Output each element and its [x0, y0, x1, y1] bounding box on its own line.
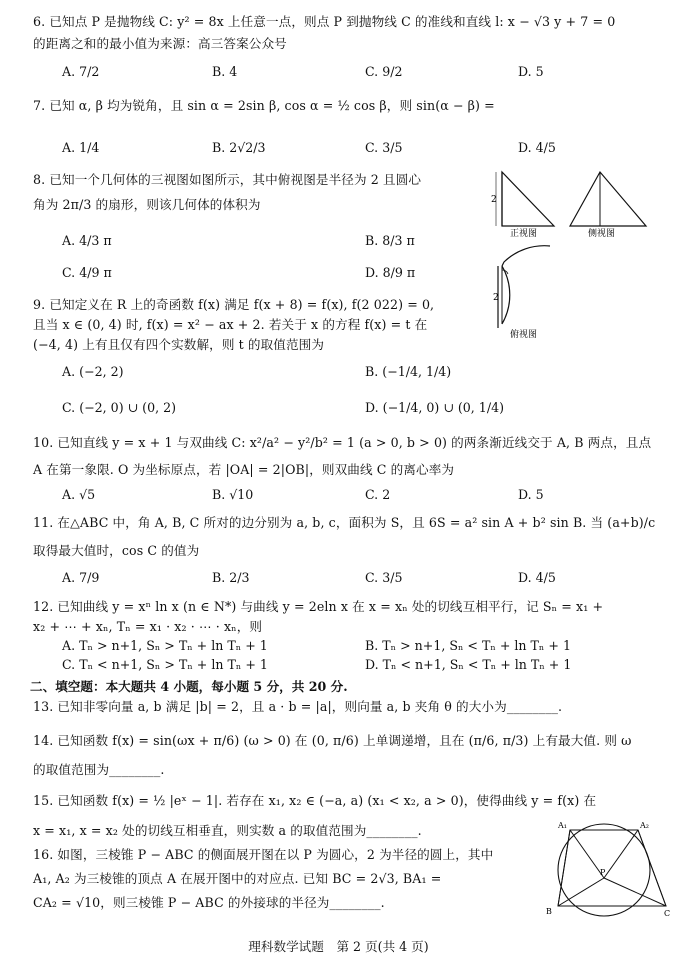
q7-option: A. 1/4 — [62, 140, 100, 155]
q12-stem: 12. 已知曲线 y = xⁿ ln x (n ∈ N*) 与曲线 y = 2eln x 在 x = xₙ 处的切线互相平行，记 Sₙ = x₁ + — [33, 599, 604, 614]
q10-stem: A 在第一象限. O 为坐标原点，若 |OA| = 2|OB|，则双曲线 C 的离心率为 — [33, 462, 455, 477]
q6-option: A. 7/2 — [62, 64, 100, 79]
q7-stem: 7. 已知 α, β 均为锐角，且 sin α = 2sin β, cos α = ½ cos β，则 sin(α − β) = — [33, 98, 495, 113]
q11-stem: 11. 在△ABC 中，角 A, B, C 所对的边分别为 a, b, c，面积为 S，且 6S = a² sin A + b² sin B. 当 (a+b)/c — [33, 515, 656, 530]
q9-option: A. (−2, 2) — [62, 364, 124, 379]
q6-option: C. 9/2 — [365, 64, 403, 79]
three-view-figure — [490, 166, 670, 346]
page-footer: 理科数学试题 第 2 页(共 4 页) — [248, 939, 429, 954]
q11-stem: 取得最大值时，cos C 的值为 — [33, 543, 200, 558]
q7-option: B. 2√2/3 — [212, 140, 266, 155]
q12-option: C. Tₙ < n+1, Sₙ > Tₙ + ln Tₙ + 1 — [62, 657, 268, 672]
side-view — [570, 172, 646, 239]
q16-figure — [542, 818, 672, 918]
q7-option: C. 3/5 — [365, 140, 403, 155]
label-A2: A₂ — [640, 821, 649, 830]
q14-stem: 的取值范围为________. — [33, 762, 165, 777]
q11-option: D. 4/5 — [518, 570, 556, 585]
q7-option: D. 4/5 — [518, 140, 556, 155]
label-P: P — [600, 868, 606, 877]
q10-option: A. √5 — [62, 487, 96, 502]
q16-stem: 16. 如图，三棱锥 P − ABC 的侧面展开图在以 P 为圆心，2 为半径的圆上，其中 — [33, 847, 494, 862]
q10-stem: 10. 已知直线 y = x + 1 与双曲线 C: x²/a² − y²/b² = 1 (a > 0, b > 0) 的两条渐近线交于 A, B 两点，且点 — [33, 435, 652, 450]
q6-stem: 的距离之和的最小值为来源：高三答案公众号 — [33, 36, 287, 51]
q10-option: C. 2 — [365, 487, 391, 502]
q14-stem: 14. 已知函数 f(x) = sin(ωx + π/6) (ω > 0) 在 (0, π/6) 上单调递增，且在 (π/6, π/3) 上有最大值. 则 ω — [33, 733, 632, 748]
front-view — [491, 172, 554, 239]
q11-option: B. 2/3 — [212, 570, 250, 585]
q8-stem: 8. 已知一个几何体的三视图如图所示，其中俯视图是半径为 2 且圆心 — [33, 172, 422, 187]
top-dim-label: 2 — [493, 293, 499, 303]
q9-stem: 且当 x ∈ (0, 4) 时, f(x) = x² − ax + 2. 若关于 x 的方程 f(x) = t 在 — [33, 317, 428, 332]
top-view-label: 俯视图 — [510, 330, 538, 340]
q9-stem: (−4, 4) 上有且仅有四个实数解，则 t 的取值范围为 — [33, 337, 325, 352]
q11-option: C. 3/5 — [365, 570, 403, 585]
q15-stem: x = x₁, x = x₂ 处的切线互相垂直，则实数 a 的取值范围为________. — [33, 823, 422, 838]
q10-option: B. √10 — [212, 487, 254, 502]
q6-option: B. 4 — [212, 64, 238, 79]
q8-option: C. 4/9 π — [62, 265, 112, 280]
q6-option: D. 5 — [518, 64, 544, 79]
q12-option: B. Tₙ > n+1, Sₙ < Tₙ + ln Tₙ + 1 — [365, 638, 571, 653]
q16-stem: CA₂ = √10，则三棱锥 P − ABC 的外接球的半径为________. — [33, 895, 385, 910]
q13-stem: 13. 已知非零向量 a, b 满足 |b| = 2，且 a · b = |a|，则向量 a, b 夹角 θ 的大小为________. — [33, 699, 563, 714]
q16-stem: A₁, A₂ 为三棱锥的顶点 A 在展开图中的对应点. 已知 BC = 2√3, BA₁ = — [33, 871, 442, 886]
section-heading: 二、填空题：本大题共 4 小题，每小题 5 分，共 20 分. — [30, 679, 348, 694]
q8-stem: 角为 2π/3 的扇形，则该几何体的体积为 — [33, 197, 261, 212]
q8-option: D. 8/9 π — [365, 265, 416, 280]
q12-option: D. Tₙ < n+1, Sₙ < Tₙ + ln Tₙ + 1 — [365, 657, 572, 672]
q9-option: D. (−1/4, 0) ∪ (0, 1/4) — [365, 400, 504, 415]
front-dim-label: 2 — [491, 195, 497, 205]
q8-option: B. 8/3 π — [365, 233, 415, 248]
q11-option: A. 7/9 — [62, 570, 100, 585]
side-view-label: 侧视图 — [588, 229, 616, 239]
q10-option: D. 5 — [518, 487, 544, 502]
q9-option: C. (−2, 0) ∪ (0, 2) — [62, 400, 177, 415]
label-A1: A₁ — [558, 821, 567, 830]
top-view — [493, 246, 550, 340]
q8-option: A. 4/3 π — [62, 233, 112, 248]
label-C: C — [664, 909, 671, 918]
front-view-label: 正视图 — [510, 229, 538, 239]
q9-option: B. (−1/4, 1/4) — [365, 364, 452, 379]
q12-option: A. Tₙ > n+1, Sₙ > Tₙ + ln Tₙ + 1 — [62, 638, 268, 653]
label-B: B — [546, 907, 552, 916]
q9-stem: 9. 已知定义在 R 上的奇函数 f(x) 满足 f(x + 8) = f(x), f(2 022) = 0, — [33, 297, 435, 312]
q6-stem: 6. 已知点 P 是抛物线 C: y² = 8x 上任意一点，则点 P 到抛物线 C 的准线和直线 l: x − √3 y + 7 = 0 — [33, 14, 616, 29]
q12-stem: x₂ + ⋯ + xₙ, Tₙ = x₁ · x₂ · ⋯ · xₙ，则 — [33, 619, 263, 634]
q15-stem: 15. 已知函数 f(x) = ½ |eˣ − 1|. 若存在 x₁, x₂ ∈ (−a, a) (x₁ < x₂, a > 0)，使得曲线 y = f(x) 在 — [33, 793, 597, 808]
